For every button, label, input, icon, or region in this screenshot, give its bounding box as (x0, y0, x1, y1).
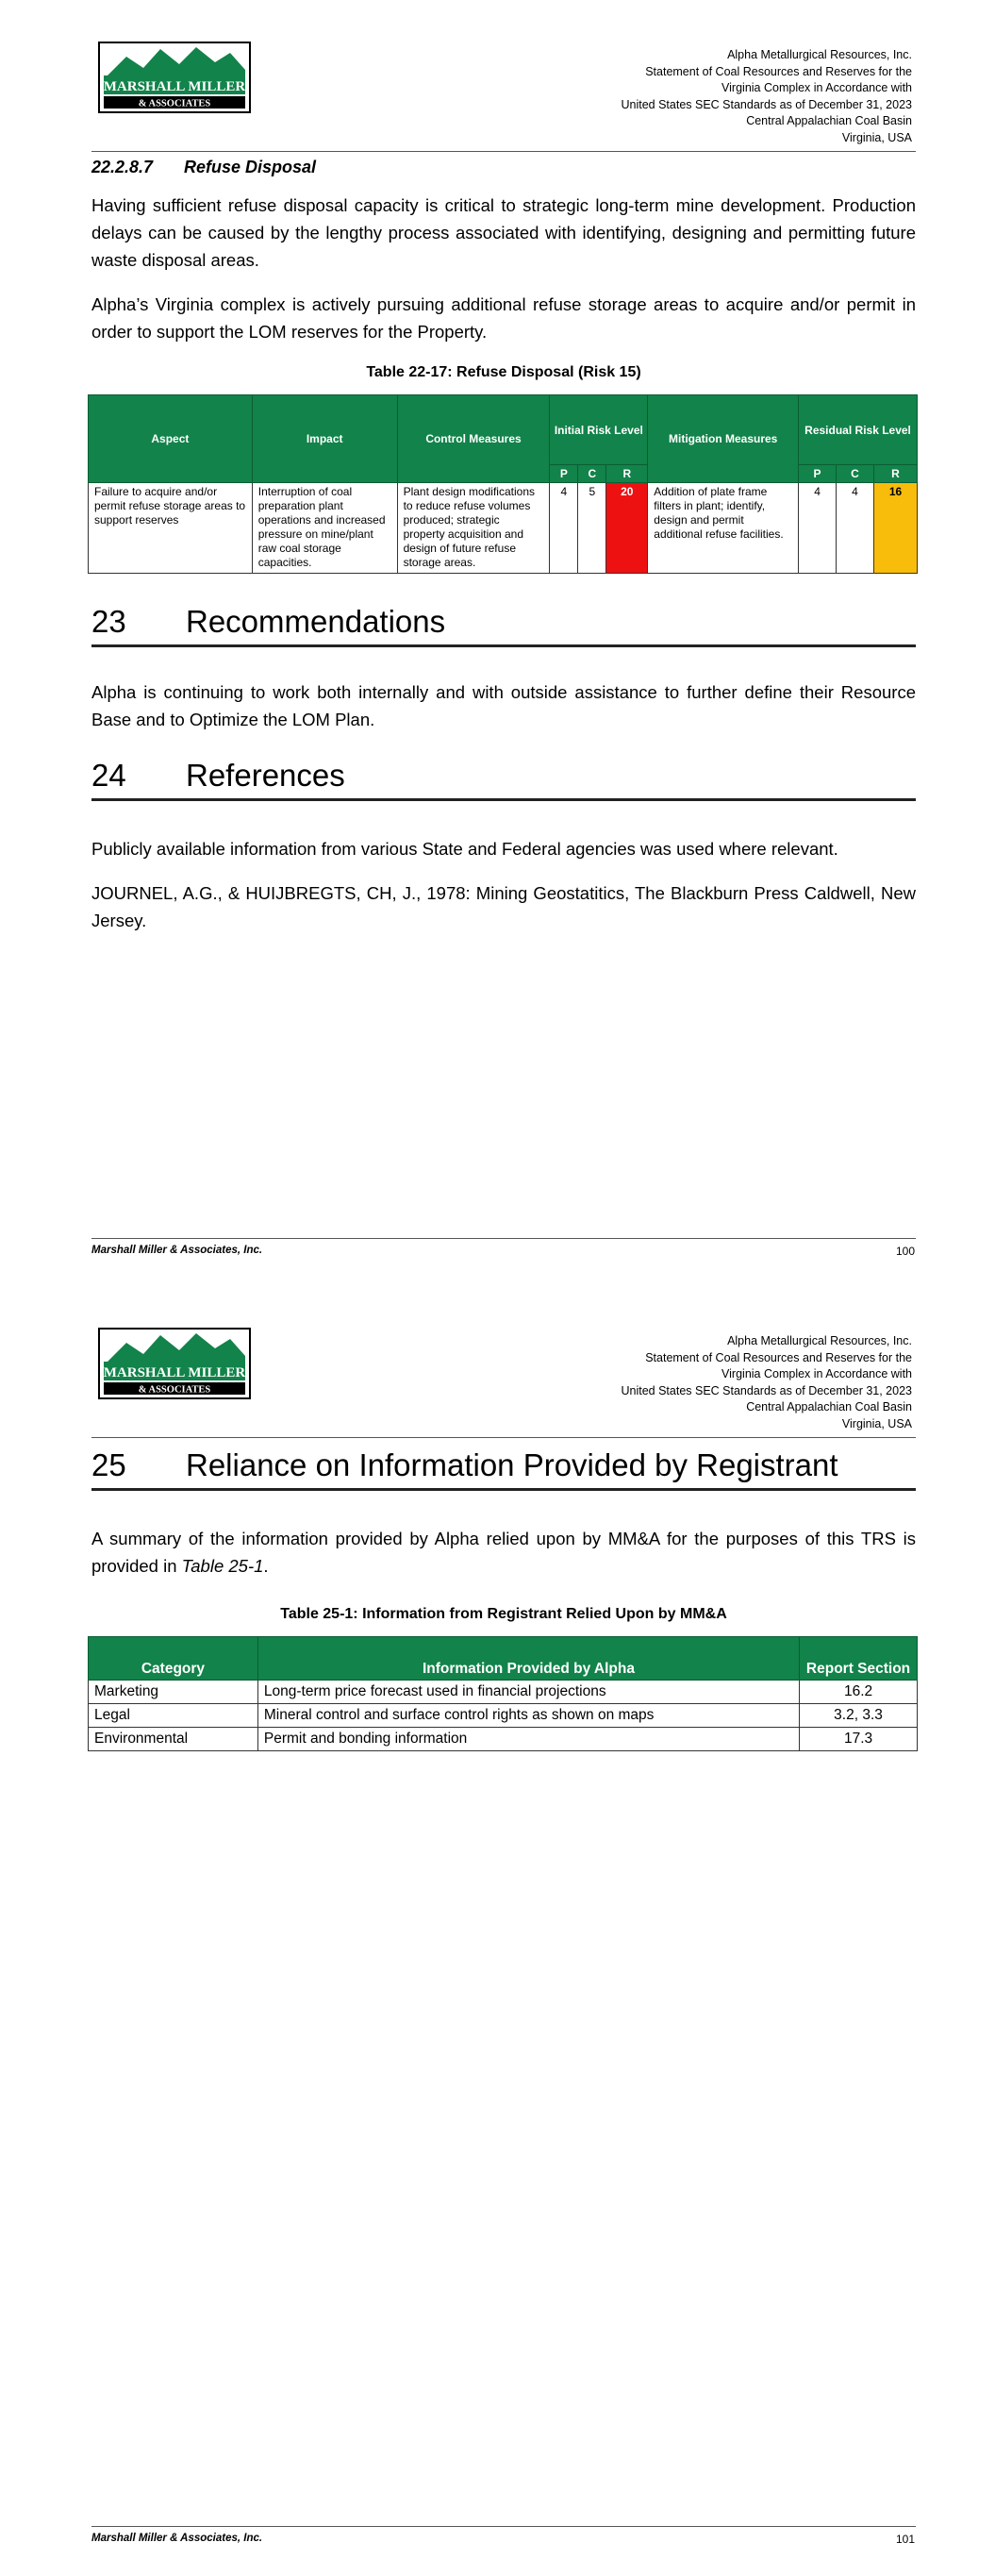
header-control-measures: Control Measures (397, 395, 550, 483)
cell-initial-r: 20 (606, 483, 648, 574)
header-line: United States SEC Standards as of December 31, 2023 (621, 1383, 912, 1397)
cell-residual-r: 16 (873, 483, 917, 574)
header-impact: Impact (252, 395, 397, 483)
header-mitigation-measures: Mitigation Measures (648, 395, 799, 483)
heading-title: Recommendations (186, 604, 446, 639)
header-report-section: Report Section (800, 1637, 918, 1681)
cell-control: Plant design modifications to reduce refuse volumes produced; strategic property acquisition and design of future refuse storage areas. (397, 483, 550, 574)
document-page-101 (0, 1288, 995, 2576)
header-line: Statement of Coal Resources and Reserves for the (645, 1350, 912, 1364)
header-line: Central Appalachian Coal Basin (746, 114, 912, 127)
page-number: 100 (895, 1245, 915, 1258)
header-divider (91, 151, 916, 152)
section-title: Refuse Disposal (184, 158, 317, 176)
section-number: 22.2.8.7 (91, 158, 154, 176)
svg-text:& ASSOCIATES: & ASSOCIATES (138, 1384, 211, 1396)
heading-number: 25 (91, 1447, 126, 1482)
cell-information: Permit and bonding information (257, 1728, 799, 1751)
company-logo (98, 42, 251, 113)
svg-text:MARSHALL MILLER: MARSHALL MILLER (103, 1365, 246, 1380)
paragraph-reliance (91, 1525, 916, 1580)
header-line: Alpha Metallurgical Resources, Inc. (727, 1334, 912, 1347)
cell-report-section: 16.2 (800, 1681, 918, 1704)
header-residual-p: P (799, 465, 837, 483)
paragraph-end: . (263, 1555, 269, 1576)
footer-company: Marshall Miller & Associates, Inc. (91, 1245, 263, 1256)
paragraph-text: A summary of the information provided by Alpha relied upon by MM&A for the purposes of this TRS is provided in (91, 1528, 916, 1576)
cell-residual-c: 4 (837, 483, 874, 574)
header-line: Virginia Complex in Accordance with (721, 1367, 912, 1380)
risk-table (88, 394, 918, 574)
heading-number: 23 (91, 604, 126, 639)
header-residual-c: C (837, 465, 874, 483)
header-information: Information Provided by Alpha (257, 1637, 799, 1681)
heading-25-reliance (91, 1445, 916, 1491)
heading-24-references (91, 755, 916, 801)
heading-title: References (186, 758, 345, 793)
page-number: 101 (895, 2533, 915, 2546)
section-heading-22-2-8-7 (91, 158, 316, 177)
header-residual-r: R (873, 465, 917, 483)
footer-divider (91, 1238, 916, 1239)
cell-category: Environmental (89, 1728, 258, 1751)
header-line: Virginia Complex in Accordance with (721, 81, 912, 94)
header-initial-p: P (550, 465, 578, 483)
table-row (89, 1681, 918, 1704)
cell-mitigation: Addition of plate frame filters in plant; identify, design and permit additional refuse facilities. (648, 483, 799, 574)
heading-number: 24 (91, 758, 126, 793)
heading-23-recommendations (91, 601, 916, 647)
cell-initial-c: 5 (578, 483, 606, 574)
header-category: Category (89, 1637, 258, 1681)
table-reference: Table 25-1 (181, 1555, 264, 1576)
report-header (621, 47, 912, 146)
paragraph-recommendations: Alpha is continuing to work both internally and with outside assistance to further define their Resource Base and to Optimize the LOM Plan. (91, 681, 916, 729)
cell-report-section: 3.2, 3.3 (800, 1704, 918, 1728)
header-divider (91, 1437, 916, 1438)
table-caption-25-1: Table 25-1: Information from Registrant Relied Upon by MM&A (280, 1606, 727, 1622)
cell-category: Marketing (89, 1681, 258, 1704)
cell-information: Long-term price forecast used in financial projections (257, 1681, 799, 1704)
company-logo (98, 1328, 251, 1399)
cell-aspect: Failure to acquire and/or permit refuse storage areas to support reserves (89, 483, 253, 574)
header-initial-c: C (578, 465, 606, 483)
header-aspect: Aspect (89, 395, 253, 483)
table-row (89, 1704, 918, 1728)
paragraph-refuse-capacity: Having sufficient refuse disposal capacity is critical to strategic long-term mine development. Production delays can be caused by the lengthy process associated with identifying, designing and permitting future waste disposal areas. (91, 194, 916, 270)
svg-text:& ASSOCIATES: & ASSOCIATES (138, 98, 211, 109)
paragraph-references-intro: Publicly available information from various State and Federal agencies was used where relevant. (91, 838, 838, 859)
cell-information: Mineral control and surface control rights as shown on maps (257, 1704, 799, 1728)
report-header (621, 1333, 912, 1432)
table-row (89, 1728, 918, 1751)
cell-impact: Interruption of coal preparation plant operations and increased pressure on mine/plant raw coal storage capacities. (252, 483, 397, 574)
header-line: Statement of Coal Resources and Reserves for the (645, 64, 912, 78)
cell-residual-p: 4 (799, 483, 837, 574)
reference-journel: JOURNEL, A.G., & HUIJBREGTS, CH, J., 1978: Mining Geostatitics, The Blackburn Press Caldwell, New Jersey. (91, 882, 916, 930)
header-initial-risk: Initial Risk Level (550, 395, 648, 465)
cell-initial-p: 4 (550, 483, 578, 574)
header-line: Virginia, USA (841, 130, 912, 144)
header-residual-risk: Residual Risk Level (799, 395, 918, 465)
table-row (89, 483, 918, 574)
header-line: Alpha Metallurgical Resources, Inc. (727, 48, 912, 61)
footer-divider (91, 2526, 916, 2527)
header-initial-r: R (606, 465, 648, 483)
heading-title: Reliance on Information Provided by Registrant (186, 1447, 838, 1482)
svg-text:MARSHALL MILLER: MARSHALL MILLER (103, 79, 246, 94)
header-line: Central Appalachian Coal Basin (746, 1400, 912, 1413)
header-line: United States SEC Standards as of December 31, 2023 (621, 97, 912, 111)
header-line: Virginia, USA (841, 1416, 912, 1430)
table-caption-22-17: Table 22-17: Refuse Disposal (Risk 15) (366, 364, 641, 380)
registrant-info-table (88, 1636, 918, 1751)
footer-company: Marshall Miller & Associates, Inc. (91, 2533, 263, 2544)
paragraph-refuse-storage: Alpha’s Virginia complex is actively pursuing additional refuse storage areas to acquire and/or permit in order to support the LOM reserves for the Property. (91, 293, 916, 342)
cell-category: Legal (89, 1704, 258, 1728)
cell-report-section: 17.3 (800, 1728, 918, 1751)
